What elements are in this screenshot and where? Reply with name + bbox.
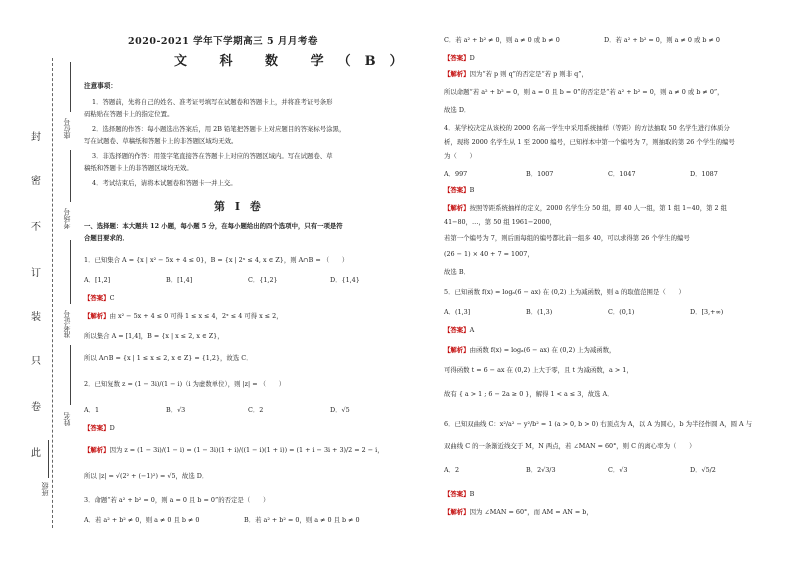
option: C．{1,2} (248, 276, 278, 284)
explanation-tag: 【解析】 (444, 346, 470, 354)
option: C．2 (248, 406, 264, 414)
answer-tag: 【答案】 (84, 424, 110, 432)
name-label: 姓名 (63, 412, 71, 426)
option: A．若 a² + b² ≠ 0，则 a ≠ 0 且 b ≠ 0 (84, 516, 200, 524)
answer-tag: 【答案】 (444, 186, 470, 194)
question-4-cont: 析，现将 2000 名学生从 1 至 2000 编号，已知样本中第一个编号为 7，则抽取的第 26 个学生的编号 (444, 138, 735, 146)
q3-explanation-line: 所以命题“若 a² + b² = 0，则 a = 0 且 b = 0”的否定是“若 a² + b² = 0，则 a ≠ 0 或 b ≠ 0”， (444, 88, 724, 96)
option: C．1047 (608, 170, 636, 178)
seal-char: 此 (31, 448, 41, 459)
explanation-tag: 【解析】 (444, 204, 470, 212)
q4-answer (444, 186, 474, 194)
answer-tag: 【答案】 (84, 294, 110, 302)
option: D．{1,4} (330, 276, 360, 284)
answer-tag: 【答案】 (444, 54, 470, 62)
binding-dashed-line (52, 58, 53, 528)
q4-explanation-line: 若第一个编号为 7，则后面每组的编号都比前一组多 40，可以求得第 26 个学生的编号 (444, 234, 690, 242)
explanation-tag: 【解析】 (444, 70, 470, 78)
q2-answer (84, 424, 115, 432)
q6-explanation (444, 508, 593, 516)
q4-explanation (444, 204, 727, 212)
explanation-tag: 【解析】 (84, 312, 110, 320)
binding-strip (0, 0, 74, 562)
seal-char: 只 (31, 356, 41, 367)
admission-number-label: 准考证号 (63, 310, 71, 338)
option: D．√5 (330, 406, 350, 414)
q1-answer (84, 294, 114, 302)
q2-explanation (84, 446, 384, 454)
seal-char: 密 (31, 176, 41, 187)
explanation-text: 因为 z = (1 − 3i)/(1 − i) = (1 − 3i)(1 + i)/((1 − i)(1 + i)) = (1 + i − 3i + 3)/2 = 2 − i， (109, 446, 384, 454)
option: D．[3,+∞) (690, 308, 724, 316)
question-3: 3．命题“若 a² + b² = 0，则 a = 0 且 b = 0”的否定是（ ） (84, 496, 270, 504)
notice-item: 3．非选择题的作答：用签字笔直接答在答题卡上对应的答题区域内。写在试题卷、草 (92, 152, 333, 160)
notice-item: 码粘贴在答题卡上的指定位置。 (84, 110, 174, 118)
q3-options-cd (444, 36, 774, 44)
option: A．(1,3] (444, 308, 471, 316)
section-instructions-cont: 合题目要求的． (84, 234, 129, 242)
question-2: 2．已知复数 z = (1 − 3i)/(1 − i)（i 为虚数单位），则 |z| = （ ） (84, 380, 286, 388)
notice-title: 注意事项： (84, 82, 117, 90)
option: C．(0,1) (608, 308, 635, 316)
explanation-text: 由 x² − 5x + 4 ≤ 0 可得 1 ≤ x ≤ 4，2ˣ ≤ 4 可得 x ≤ 2， (109, 312, 283, 320)
q3-explanation-line: 故选 D． (444, 106, 471, 114)
q3-options-ab (84, 516, 414, 524)
question-1: 1．已知集合 A = {x | x² − 5x + 4 ≤ 0}，B = {x | 2ˣ ≤ 4, x ∈ Z}，则 A∩B = （ ） (84, 256, 349, 264)
q4-explanation-line: (26 − 1) × 40 + 7 = 1007， (444, 250, 534, 258)
q4-options (444, 170, 774, 178)
answer-value: D (469, 54, 475, 62)
q1-explanation (84, 312, 283, 320)
answer-tag: 【答案】 (444, 490, 470, 498)
explanation-tag: 【解析】 (84, 446, 110, 454)
question-5: 5．已知函数 f(x) = logₐ(6 − ax) 在 (0,2) 上为减函数，则 a 的取值范围是（ ） (444, 288, 685, 296)
option: B．[1,4] (166, 276, 193, 284)
answer-tag: 【答案】 (444, 326, 470, 334)
question-6: 6．已知双曲线 C：x²/a² − y²/b² = 1 (a > 0, b > 0) 右顶点为 A，以 A 为圆心，b 为半径作圆 A，圆 A 与 (444, 420, 753, 428)
q5-answer (444, 326, 474, 334)
answer-value: A (469, 326, 475, 334)
q1-options (84, 276, 414, 284)
question-4-cont: 为（ ） (444, 152, 476, 160)
subject-title: 文 科 数 学（B） (174, 54, 417, 69)
answer-value: D (109, 424, 115, 432)
explanation-text: 因为 ∠MAN = 60°，而 AM = AN = b， (469, 508, 593, 516)
option: C．√3 (608, 466, 628, 474)
explanation-text: 按照等距系统抽样的定义，2000 名学生分 50 组，即 40 人一组，第 1 组 1−40，第 2 组 (469, 204, 728, 212)
name-line (70, 345, 71, 405)
q5-explanation-line: 可得函数 t = 6 − ax 在 (0,2) 上大于零，且 t 为减函数，a > 1， (444, 366, 633, 374)
q6-options (444, 466, 774, 474)
seal-char: 不 (31, 222, 41, 233)
q5-explanation (444, 346, 615, 354)
q4-explanation-line: 故选 B． (444, 268, 470, 276)
notice-item: 1．答题前，先将自己的姓名、准考证号填写在试题卷和答题卡上，并将准考证号条形 (92, 98, 333, 106)
q2-options (84, 406, 414, 414)
class-label: 班级 (41, 482, 49, 496)
class-line (48, 440, 49, 478)
explanation-text: 由函数 f(x) = logₐ(6 − ax) 在 (0,2) 上为减函数， (469, 346, 616, 354)
exam-room-line (70, 150, 71, 202)
option: B．若 a² + b² = 0，则 a ≠ 0 且 b ≠ 0 (244, 516, 360, 524)
seat-number-label: 座位号 (63, 118, 71, 139)
answer-value: C (109, 294, 115, 302)
exam-title: 2020-2021 学年下学期高三 5 月月考卷 (128, 36, 318, 47)
option: B．2√3/3 (526, 466, 556, 474)
option: B．(1,3) (526, 308, 553, 316)
notice-item: 写在试题卷、草稿纸和答题卡上的非答题区域均无效。 (84, 137, 238, 145)
explanation-tag: 【解析】 (444, 508, 470, 516)
option: C．若 a² + b² ≠ 0，则 a ≠ 0 或 b ≠ 0 (444, 36, 560, 44)
option: D．若 a² + b² = 0，则 a ≠ 0 或 b ≠ 0 (604, 36, 720, 44)
seat-number-line (70, 62, 71, 112)
q1-explanation-line: 所以 A∩B = {x | 1 ≤ x ≤ 2, x ∈ Z} = {1,2}，故选 C． (84, 354, 253, 362)
option: D．1087 (690, 170, 718, 178)
q5-options (444, 308, 774, 316)
question-4: 4．某学校决定从该校的 2000 名高一学生中采用系统抽样（等距）的方法抽取 50 名学生进行体质分 (444, 124, 730, 132)
seal-char: 装 (31, 312, 41, 323)
q2-explanation-line: 所以 |z| = √(2² + (−1)²) = √5，故选 D． (84, 472, 209, 480)
q1-explanation-line: 所以集合 A = [1,4]，B = {x | x ≤ 2, x ∈ Z}， (84, 332, 224, 340)
notice-item: 稿纸和答题卡上的非答题区域均无效。 (84, 164, 193, 172)
option: A．1 (84, 406, 100, 414)
seal-char: 订 (31, 268, 41, 279)
q3-answer (444, 54, 475, 62)
option: A．997 (444, 170, 468, 178)
q5-explanation-line: 故有 { a > 1 ; 6 − 2a ≥ 0 }，解得 1 < a ≤ 3，故选 A． (444, 390, 614, 398)
admission-number-line (70, 240, 71, 304)
section-instructions: 一、选择题：本大题共 12 小题，每小题 5 分，在每小题给出的四个选项中，只有一项是符 (84, 222, 343, 230)
q3-explanation (444, 70, 588, 78)
q6-answer (444, 490, 474, 498)
volume-heading: 第 Ⅰ 卷 (214, 200, 264, 213)
notice-item: 4．考试结束后，请将本试题卷和答题卡一并上交。 (92, 179, 237, 187)
seal-char: 封 (31, 132, 41, 143)
option: D．√5/2 (690, 466, 716, 474)
option: B．1007 (526, 170, 554, 178)
notice-item: 2．选择题的作答：每小题选出答案后，用 2B 铅笔把答题卡上对应题目的答案标号涂黑， (92, 125, 346, 133)
answer-value: B (469, 490, 475, 498)
question-6-cont: 双曲线 C 的一条渐近线交于 M，N 两点，若 ∠MAN = 60°，则 C 的离心率为（ ） (444, 442, 696, 450)
explanation-text: 因为“若 p 则 q”的否定是“若 p 则非 q”， (469, 70, 588, 78)
option: A．2 (444, 466, 460, 474)
option: B．√3 (166, 406, 186, 414)
q4-explanation-line: 41−80，…，第 50 组 1961−2000， (444, 218, 557, 226)
answer-value: B (469, 186, 475, 194)
seal-char: 卷 (31, 402, 41, 413)
option: A．[1,2] (84, 276, 111, 284)
exam-room-label: 考场号 (63, 208, 71, 229)
